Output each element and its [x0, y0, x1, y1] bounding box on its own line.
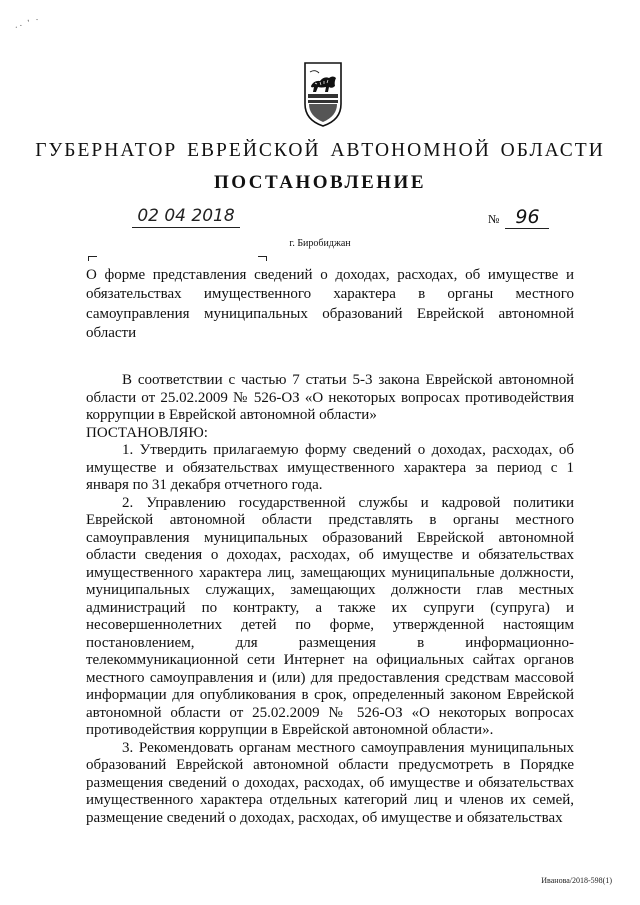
- scan-artifact: ·· ' ·: [13, 13, 43, 33]
- number-sign: №: [488, 212, 500, 226]
- handwritten-date: 02 04 2018: [132, 206, 240, 228]
- handwritten-number: 96: [505, 206, 549, 229]
- document-body: [86, 372, 574, 827]
- city-label: г. Биробиджан: [289, 238, 351, 249]
- subject-bracket-left: [88, 256, 97, 261]
- clause-1: 1. Утвердить прилагаемую форму сведений о доходах, расходах, об имуществе и обязательствах имущественного характера за период с 1 января по 31 декабря отчетного года.: [86, 442, 574, 493]
- clause-2: 2. Управлению государственной службы и кадровой политики Еврейской автономной области представлять в органы местного самоуправления муниципальных образований Еврейской автономной области сведения о доходах, расходах, об имуществе и обязательствах имущественного характера лиц, замещающих муниципальные должности, муниципальных служащих, замещающих должности глав местных администраций по контракту, а также их супруги (супруга) и несовершеннолетних детей по форме, утвержденной настоящим постановлением, для размещения в информационно-телекоммуникационной сети Интернет на официальных сайтах органов местного самоуправления и (или) для предоставления средствам массовой информации для опубликования в срок, определенный законом Еврейской автономной области от 25.02.2009 № 526-ОЗ «О некоторых вопросах противодействия коррупции в Еврейской автономной области».: [86, 494, 574, 738]
- decree-word: ПОСТАНОВЛЯЮ:: [86, 424, 208, 441]
- preamble-paragraph: В соответствии с частью 7 статьи 5-3 закона Еврейской автономной области от 25.02.2009 № 526-ОЗ «О некоторых вопросах противодействия коррупции в Еврейской автономной области»: [86, 372, 574, 423]
- clause-3: 3. Рекомендовать органам местного самоуправления муниципальных образований Еврейской автономной области предусмотреть в Порядке размещения сведений о доходах, расходах, об имуществе и обязательствах имущественного характера отдельных категорий лиц и членов их семей, размещение сведений о доходах, расходах, об имуществе и обязательствах: [86, 739, 574, 826]
- authority-title: ГУБЕРНАТОР ЕВРЕЙСКОЙ АВТОНОМНОЙ ОБЛАСТИ: [35, 140, 605, 161]
- subject-bracket-right: [258, 256, 267, 261]
- executor-code: Иванова/2018-598(1): [541, 876, 612, 885]
- document-type-heading: ПОСТАНОВЛЕНИЕ: [213, 172, 427, 193]
- document-subject: О форме представления сведений о доходах, расходах, об имуществе и обязательствах имущественного характера в органы местного самоуправления муниципальных образований Еврейской автономной области: [86, 267, 574, 341]
- coat-of-arms-icon: [302, 60, 344, 128]
- document-number: [488, 206, 549, 229]
